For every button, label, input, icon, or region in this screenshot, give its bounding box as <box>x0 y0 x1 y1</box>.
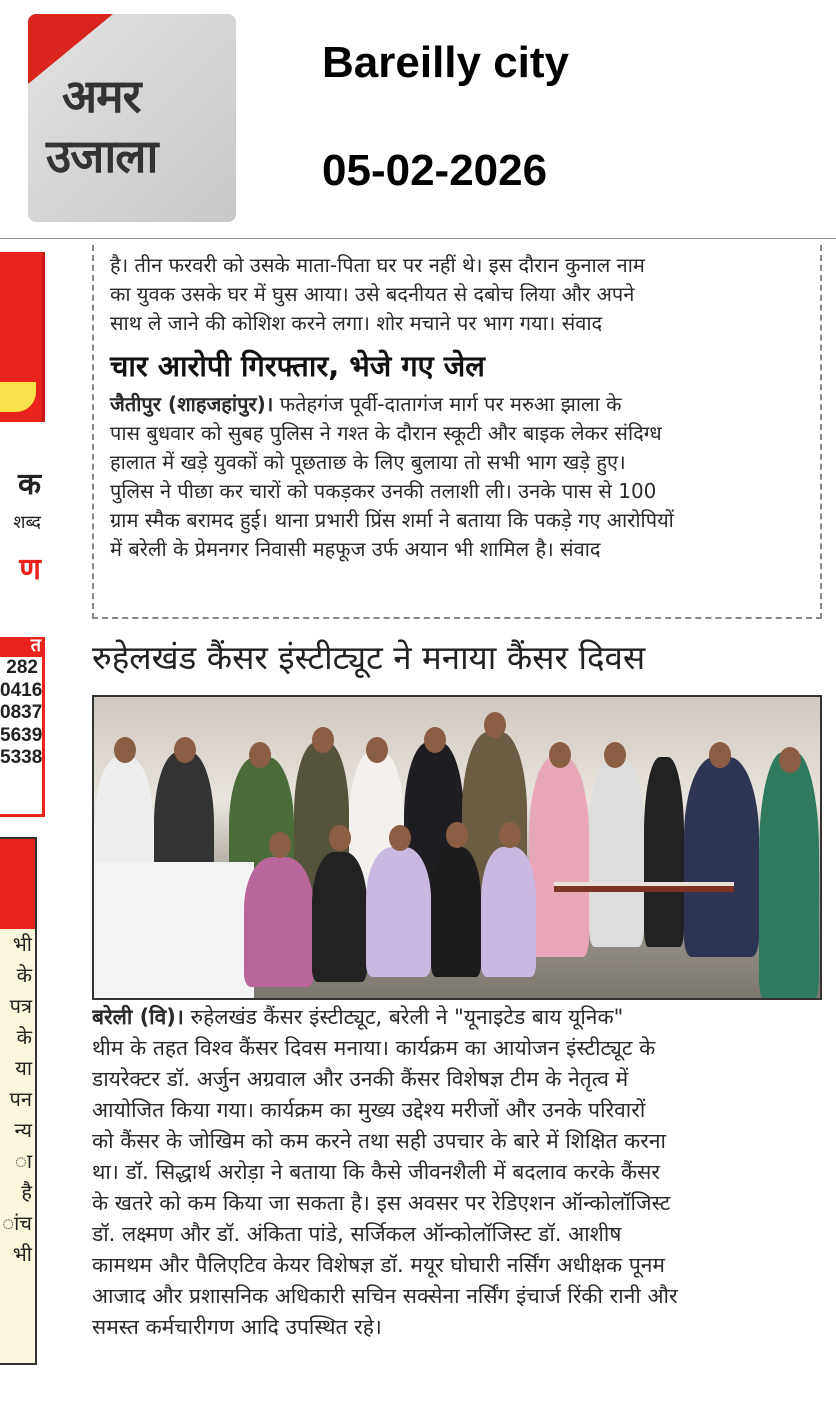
number: 5639 <box>0 724 43 746</box>
article-line: है। तीन फरवरी को उसके माता-पिता घर पर नहीं थे। इस दौरान कुनाल नाम <box>110 253 645 277</box>
fragment-line: के <box>16 1025 32 1049</box>
amar-ujala-logo <box>28 14 236 222</box>
article-line: आजाद और प्रशासनिक अधिकारी सचिन सक्सेना नर्सिंग इंचार्ज रिंकी रानी और <box>92 1284 678 1308</box>
left-boxed-article <box>0 837 37 1365</box>
red-banner <box>0 252 45 422</box>
article-headline: चार आरोपी गिरफ्तार, भेजे गए जेल <box>110 349 485 383</box>
fragment-text: क <box>17 467 41 502</box>
number: 5338 <box>0 747 43 768</box>
article-line: हालात में खड़े युवकों को पूछताछ के लिए बुलाया तो सभी भाग खड़े हुए। <box>110 450 626 474</box>
red-bar <box>0 637 45 657</box>
article-line: रुहेलखंड कैंसर इंस्टीट्यूट, बरेली ने "यूनाइटेड बाय यूनिक" <box>183 1005 624 1029</box>
fragment-line: ांच <box>2 1211 32 1235</box>
number: 282 <box>6 657 38 678</box>
dateline: बरेली (वि)। <box>92 1005 184 1029</box>
logo-text-line1: अमर <box>62 69 141 123</box>
city-label: Bareilly city <box>322 38 570 87</box>
fragment-line: पन <box>9 1087 32 1111</box>
date-label: 05-02-2026 <box>322 146 548 195</box>
number: 0837 <box>0 702 43 723</box>
article-line: के खतरे को कम किया जा सकता है। इस अवसर पर रेडिएशन ऑन्कोलॉजिस्ट <box>92 1191 671 1215</box>
fragment-text: त <box>30 635 41 656</box>
fragment-line: भी <box>12 1242 32 1266</box>
fragment-line: या <box>15 1056 32 1080</box>
fragment-line: के <box>16 963 32 987</box>
article-line: कामथम और पैलिएटिव केयर विशेषज्ञ डॉ. मयूर घोघारी नर्सिंग अधीक्षक पूनम <box>92 1253 665 1277</box>
number: 0416 <box>0 679 43 701</box>
article-line: आयोजित किया गया। कार्यक्रम का मुख्य उद्देश्य मरीजों और उनके परिवारों <box>92 1098 646 1122</box>
logo-text-line2: उजाला <box>46 129 158 183</box>
fragment-line: ा है <box>14 1149 32 1204</box>
fragment-line: न्य <box>14 1118 32 1142</box>
article-line: ग्राम स्मैक बरामद हुई। थाना प्रभारी प्रिंस शर्मा ने बताया कि पकड़े गए आरोपियों <box>110 508 674 532</box>
article-line: डॉ. लक्ष्मण और डॉ. अंकिता पांडे, सर्जिकल ऑन्कोलॉजिस्ट डॉ. आशीष <box>92 1222 622 1246</box>
group-photo <box>92 695 822 1000</box>
article-line: फतेहगंज पूर्वी-दातागंज मार्ग पर मरुआ झाला के <box>273 392 622 416</box>
fragment-text: शब्द <box>13 512 41 533</box>
dateline: जैतीपुर (शाहजहांपुर)। <box>110 392 274 416</box>
fragment-line: भी <box>12 932 32 956</box>
article-line: साथ ले जाने की कोशिश करने लगा। शोर मचाने पर भाग गया। संवाद <box>110 311 603 335</box>
article-line: डायरेक्टर डॉ. अर्जुन अग्रवाल और उनकी कैंसर विशेषज्ञ टीम के नेतृत्व में <box>92 1067 629 1091</box>
article-line: थीम के तहत विश्व कैंसर दिवस मनाया। कार्यक्रम का आयोजन इंस्टीट्यूट के <box>92 1036 656 1060</box>
article-line: को कैंसर के जोखिम को कम करने तथा सही उपचार के बारे में शिक्षित करना <box>92 1129 666 1153</box>
article-line: का युवक उसके घर में घुस आया। उसे बदनीयत से दबोच लिया और अपने <box>110 282 635 306</box>
article-line: था। डॉ. सिद्धार्थ अरोड़ा ने बताया कि कैसे जीवनशैली में बदलाव करके कैंसर <box>92 1160 660 1184</box>
number-list <box>0 657 45 817</box>
article-line: समस्त कर्मचारीगण आदि उपस्थित रहे। <box>92 1315 382 1339</box>
article-line: पुलिस ने पीछा कर चारों को पकड़कर उनकी तलाशी ली। उनके पास से 100 <box>110 479 657 503</box>
header-divider <box>0 238 836 239</box>
fragment-line: पत्र <box>9 994 32 1018</box>
article-cancer-day <box>92 1002 827 1343</box>
article-line: में बरेली के प्रेमनगर निवासी महफूज उर्फ अयान भी शामिल है। संवाद <box>110 537 601 561</box>
article-line: पास बुधवार को सुबह पुलिस ने गश्त के दौरान स्कूटी और बाइक लेकर संदिग्ध <box>110 421 662 445</box>
article-headline: रुहेलखंड कैंसर इंस्टीट्यूट ने मनाया कैंसर दिवस <box>92 638 646 677</box>
article-arrest <box>92 245 822 619</box>
fragment-text: ण <box>19 552 41 587</box>
